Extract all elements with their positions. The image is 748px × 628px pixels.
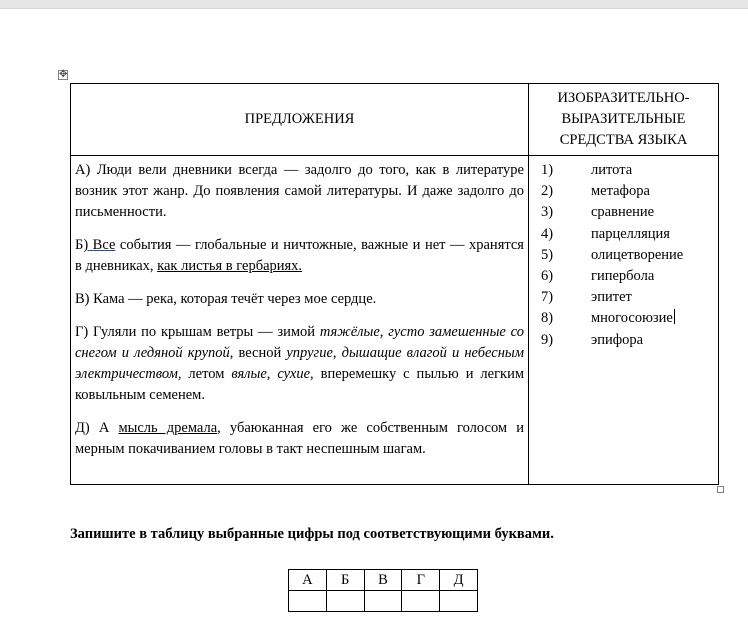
sentence-d-rest: , убаюканная его же собственным голосом и мерным покачиванием головы в такт неспешным шагам. [75, 420, 525, 457]
sentence-b-letter: Б [75, 237, 84, 253]
sentence-g [75, 322, 524, 406]
means-item-label: литота [591, 162, 633, 178]
instruction-text: Запишите в таблицу выбранные цифры под соответствующими буквами. [70, 526, 554, 542]
means-header-line: СРЕДСТВА ЯЗЫКА [559, 132, 688, 148]
answer-letter[interactable]: Б [326, 570, 364, 591]
means-item-number: 9) [541, 331, 554, 348]
sentence-g-italic: тяжёлые, густо замешенные со снегом и ледяной крупой [75, 324, 524, 361]
sentence-v: В) Кама — река, которая течёт через мое сердце. [75, 291, 377, 307]
means-item [529, 160, 718, 181]
means-item [529, 266, 718, 287]
means-item-label: парцелляция [591, 225, 670, 242]
means-list [529, 160, 718, 351]
means-item-number: 6) [541, 267, 554, 284]
means-header-line: ВЫРАЗИТЕЛЬНЫЕ [561, 111, 686, 127]
means-item-number: 5) [541, 246, 554, 263]
means-item-label: олицетворение [591, 246, 684, 263]
means-item-number: 8) [541, 310, 554, 327]
answer-letter[interactable]: А [289, 570, 327, 591]
answer-cell[interactable] [289, 591, 327, 612]
means-item [529, 308, 718, 329]
answer-letter[interactable]: В [364, 570, 402, 591]
text-cursor [674, 309, 675, 324]
sentence-d [75, 418, 524, 460]
sentence-a: А) Люди вели дневники всегда — задолго до того, как в литературе возник этот жанр. До появления самой литературы. И даже задолго до письменности. [75, 162, 524, 220]
answer-letters-row [289, 570, 478, 591]
means-item-number: 3) [541, 204, 554, 221]
sentence-g-part: Г) Гуляли по крышам ветры — зимой [75, 324, 320, 340]
means-item-number: 4) [541, 225, 554, 242]
means-item [529, 245, 718, 266]
means-item-label: метафора [591, 183, 650, 200]
sentence-b-middle: события — глобальные и ничтожные, важные и нет — хранятся в дневниках, [75, 237, 524, 274]
means-item [529, 330, 718, 351]
table-move-handle[interactable] [58, 70, 68, 80]
ribbon-edge [0, 0, 748, 9]
sentence-g-part: , вперемешку с пылью и легким ковыльным семенем. [75, 366, 524, 403]
answer-cell[interactable] [402, 591, 440, 612]
means-item-label: эпитет [591, 289, 632, 306]
means-item [529, 287, 718, 308]
means-item-number: 2) [541, 183, 554, 200]
answer-values-row [289, 591, 478, 612]
means-item [529, 224, 718, 245]
means-cell[interactable] [529, 156, 719, 485]
answer-cell[interactable] [440, 591, 478, 612]
answer-letter[interactable]: Д [440, 570, 478, 591]
means-header[interactable] [529, 84, 719, 156]
means-item [529, 202, 718, 223]
sentence-b-underlined-1: ) Все [83, 237, 116, 253]
means-header-line: ИЗОБРАЗИТЕЛЬНО- [557, 90, 690, 106]
sentences-cell[interactable] [71, 156, 529, 485]
sentences-header[interactable]: ПРЕДЛОЖЕНИЯ [71, 84, 529, 156]
sentence-b-underlined-2: как листья в гербариях. [157, 258, 303, 274]
sentence-g-part: , весной [229, 345, 287, 361]
means-item-label: эпифора [591, 331, 644, 348]
means-item-label: сравнение [591, 204, 655, 221]
sentence-d-underlined: мысль дремала [118, 420, 218, 436]
content-row [71, 156, 719, 485]
means-item-label: гипербола [591, 267, 655, 284]
move-cross-icon: ✥ [59, 69, 68, 80]
answer-letter[interactable]: Г [402, 570, 440, 591]
means-item-number: 1) [541, 162, 554, 178]
sentence-g-italic: упругие, дышащие влагой и небесным электричеством [75, 345, 525, 382]
task-table [70, 83, 719, 485]
sentence-g-italic: вялые, сухие [231, 366, 311, 382]
answer-cell[interactable] [364, 591, 402, 612]
means-item-label-text: многосоюзие [591, 310, 673, 327]
sentence-g-part: , летом [177, 366, 232, 382]
answer-table [288, 569, 478, 612]
header-row [71, 84, 719, 156]
table-resize-handle[interactable] [717, 486, 724, 493]
means-item [529, 181, 718, 202]
means-item-label [591, 308, 675, 329]
means-item-number: 7) [541, 289, 554, 306]
sentence-d-prefix: Д) А [75, 420, 119, 436]
answer-cell[interactable] [326, 591, 364, 612]
sentence-b [75, 235, 524, 277]
